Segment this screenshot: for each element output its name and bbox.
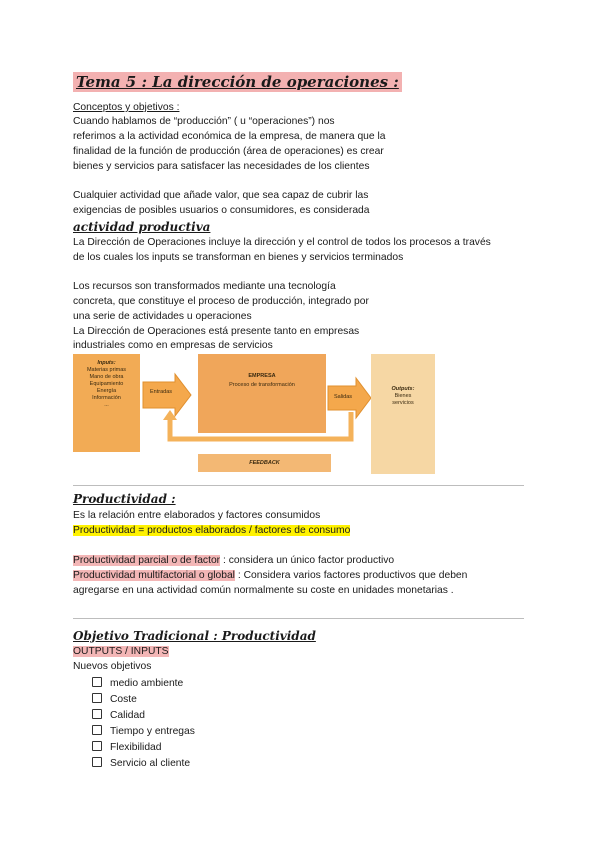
input-item: Equipamiento (89, 381, 124, 387)
multi-line (73, 569, 467, 583)
paragraph-line: referimos a la actividad económica de la empresa, de manera que la (73, 131, 386, 142)
empresa-label: EMPRESA (248, 373, 276, 379)
input-item: Energía (96, 388, 117, 394)
parcial-definition: : considera un único factor productivo (220, 555, 395, 566)
paragraph-line: de los cuales los inputs se transforman en bienes y servicios terminados (73, 252, 404, 263)
conceptos-heading: Conceptos y objetivos : (73, 102, 180, 113)
parcial-line (73, 554, 394, 568)
todo-item[interactable] (92, 709, 145, 723)
inputs-title: Inputs: (97, 360, 116, 366)
section-divider (73, 618, 524, 619)
checkbox[interactable] (92, 725, 102, 735)
todo-label: medio ambiente (110, 678, 184, 689)
paragraph-line: Los recursos son transformados mediante una tecnología (73, 281, 336, 292)
input-item: Mano de obra (89, 374, 124, 380)
outputs-title: Outputs: (391, 386, 415, 392)
multi-term: Productividad multifactorial o global (73, 570, 235, 581)
todo-label: Coste (110, 694, 137, 705)
paragraph-line: La Dirección de Operaciones incluye la dirección y el control de todos los procesos a través (73, 237, 491, 248)
output-item: servicios (392, 400, 414, 406)
productividad-heading: Productividad : (73, 492, 176, 506)
parcial-term: Productividad parcial o de factor (73, 555, 221, 566)
nuevos-objetivos-label: Nuevos objetivos (73, 661, 152, 672)
checkbox[interactable] (92, 677, 102, 687)
todo-label: Flexibilidad (110, 742, 162, 753)
ratio-line (73, 645, 169, 659)
paragraph-line: Cualquier actividad que añade valor, que sea capaz de cubrir las (73, 190, 369, 201)
section-divider (73, 485, 524, 486)
paragraph-line: Cuando hablamos de “producción” ( u “operaciones”) nos (73, 116, 335, 127)
todo-item[interactable] (92, 725, 195, 739)
todo-item[interactable] (92, 757, 190, 771)
paragraph-line: concreta, que constituye el proceso de producción, integrado por (73, 296, 369, 307)
paragraph-line: bienes y servicios para satisfacer las necesidades de los clientes (73, 161, 370, 172)
actividad-productiva-heading: actividad productiva (73, 220, 211, 234)
formula-highlight: Productividad = productos elaborados / factores de consumo (73, 525, 351, 536)
ratio-highlight: OUTPUTS / INPUTS (73, 646, 169, 657)
checkbox[interactable] (92, 693, 102, 703)
todo-item[interactable] (92, 677, 183, 691)
todo-item[interactable] (92, 693, 137, 707)
multi-definition: : Considera varios factores productivos que deben (234, 570, 468, 581)
paragraph-line: La Dirección de Operaciones está presente tanto en empresas (73, 326, 360, 337)
input-item: Materias primas (86, 367, 127, 373)
page-title: Tema 5 : La dirección de operaciones : (73, 72, 402, 92)
outputs-box (371, 354, 435, 474)
paragraph-line: Es la relación entre elaborados y factores consumidos (73, 510, 321, 521)
checkbox[interactable] (92, 757, 102, 767)
todo-item[interactable] (92, 741, 162, 755)
paragraph-line: industriales como en empresas de servicios (73, 340, 273, 351)
checkbox[interactable] (92, 709, 102, 719)
empresa-box (198, 354, 326, 433)
feedback-label: FEEDBACK (249, 460, 280, 466)
formula-line (73, 524, 350, 538)
outputs-label (373, 386, 433, 407)
objetivo-heading: Objetivo Tradicional : Productividad (73, 629, 316, 643)
output-item: Bienes (394, 393, 412, 399)
todo-label: Tiempo y entregas (110, 726, 195, 737)
operations-process-diagram (73, 352, 435, 475)
paragraph-line: exigencias de posibles usuarios o consumidores, es considerada (73, 205, 370, 216)
salidas-label: Salidas (333, 394, 353, 400)
todo-label: Calidad (110, 710, 145, 721)
todo-label: Servicio al cliente (110, 758, 191, 769)
input-item: Información (92, 395, 121, 401)
proceso-label: Proceso de transformación (229, 382, 295, 388)
paragraph-line: agregarse en una actividad común normalmente su coste en unidades monetarias . (73, 585, 454, 596)
entradas-label: Entradas (149, 389, 172, 395)
paragraph-line: una serie de actividades u operaciones (73, 311, 252, 322)
paragraph-line: finalidad de la función de producción (área de operaciones) es crear (73, 146, 384, 157)
checkbox[interactable] (92, 741, 102, 751)
inputs-label (76, 360, 137, 409)
input-item: ... (104, 402, 109, 408)
